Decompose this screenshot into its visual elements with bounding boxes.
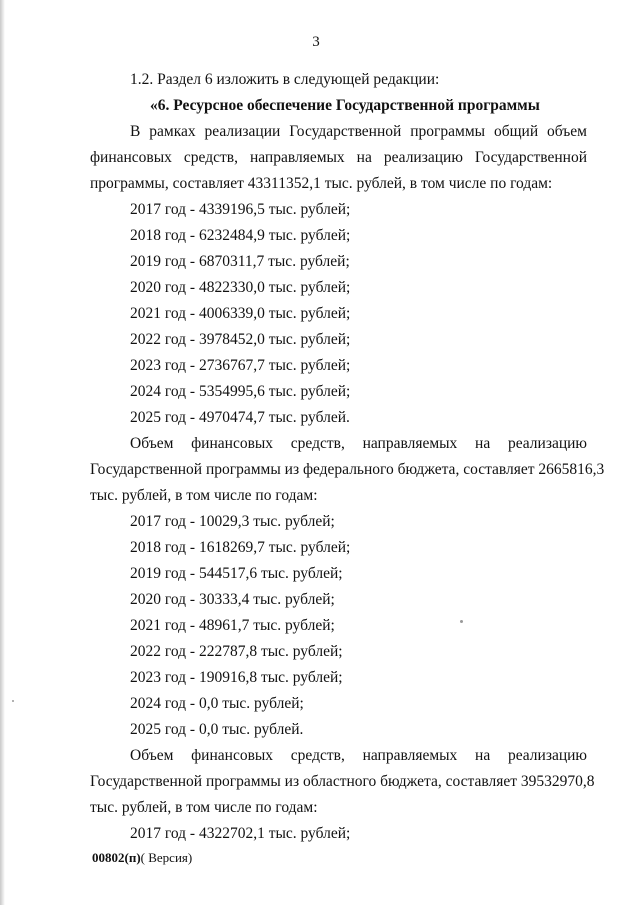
year-federal-item: 2025 год - 0,0 тыс. рублей. <box>130 721 304 738</box>
year-federal-item: 2023 год - 190916,8 тыс. рублей; <box>130 669 343 686</box>
paragraph-regional-line: Государственной программы из областного бюджета, составляет 39532970,8 <box>90 773 595 790</box>
year-federal-item: 2019 год - 544517,6 тыс. рублей; <box>130 565 343 582</box>
year-total-item: 2020 год - 4822330,0 тыс. рублей; <box>130 279 351 296</box>
year-federal-item: 2022 год - 222787,8 тыс. рублей; <box>130 643 343 660</box>
paragraph-total-line: финансовых средств, направляемых на реализацию Государственной <box>90 149 587 166</box>
year-total-item: 2025 год - 4970474,7 тыс. рублей. <box>130 409 350 426</box>
year-total-item: 2024 год - 5354995,6 тыс. рублей; <box>130 383 351 400</box>
paragraph-regional-line: тыс. рублей, в том числе по годам: <box>90 799 318 816</box>
year-federal-item: 2018 год - 1618269,7 тыс. рублей; <box>130 539 351 556</box>
year-total-item: 2019 год - 6870311,7 тыс. рублей; <box>130 253 350 270</box>
paragraph-federal-line: Объем финансовых средств, направляемых на реализацию <box>130 435 587 452</box>
document-code: 00802(п) <box>92 850 141 865</box>
document-version: ( Версия) <box>140 850 193 865</box>
page-number: 3 <box>312 34 320 50</box>
paragraph-federal-line: тыс. рублей, в том числе по годам: <box>90 487 318 504</box>
scan-edge-shadow <box>0 0 5 905</box>
year-federal-item: 2024 год - 0,0 тыс. рублей; <box>130 695 304 712</box>
paragraph-total-line: программы, составляет 43311352,1 тыс. рублей, в том числе по годам: <box>90 175 553 192</box>
year-total-item: 2022 год - 3978452,0 тыс. рублей; <box>130 331 351 348</box>
year-federal-item: 2017 год - 10029,3 тыс. рублей; <box>130 513 335 530</box>
paragraph-federal-line: Государственной программы из федерального бюджета, составляет 2665816,3 <box>90 461 605 478</box>
scan-speck <box>460 620 463 623</box>
amendment-intro: 1.2. Раздел 6 изложить в следующей редакции: <box>130 71 440 88</box>
year-total-item: 2021 год - 4006339,0 тыс. рублей; <box>130 305 351 322</box>
document-footer <box>92 850 192 866</box>
scan-speck <box>12 700 14 702</box>
year-total-item: 2018 год - 6232484,9 тыс. рублей; <box>130 227 351 244</box>
year-total-item: 2023 год - 2736767,7 тыс. рублей; <box>130 357 351 374</box>
year-total-item: 2017 год - 4339196,5 тыс. рублей; <box>130 201 351 218</box>
paragraph-total-line: В рамках реализации Государственной программы общий объем <box>130 123 587 140</box>
section-heading: «6. Ресурсное обеспечение Государственной программы <box>150 97 540 114</box>
year-regional-item: 2017 год - 4322702,1 тыс. рублей; <box>130 825 351 842</box>
paragraph-regional-line: Объем финансовых средств, направляемых на реализацию <box>130 747 587 764</box>
year-federal-item: 2020 год - 30333,4 тыс. рублей; <box>130 591 335 608</box>
year-federal-item: 2021 год - 48961,7 тыс. рублей; <box>130 617 335 634</box>
